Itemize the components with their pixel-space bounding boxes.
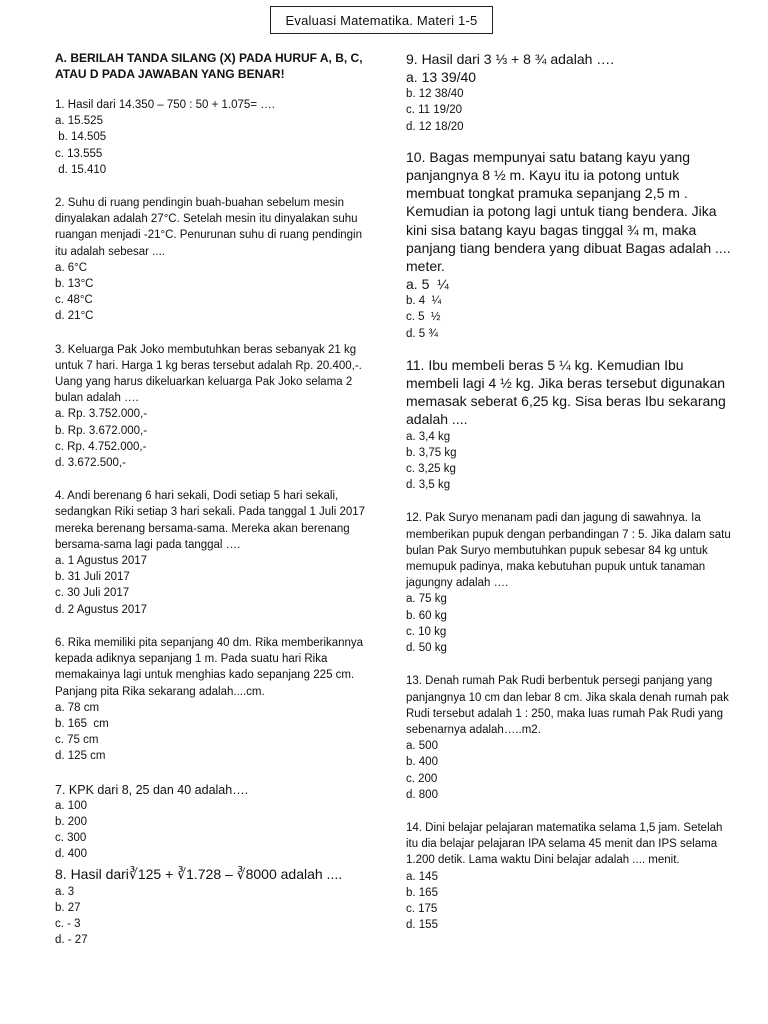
option-c[interactable]: c. 11 19/20 xyxy=(406,104,463,117)
question-stem: 1. Hasil dari 14.350 – 750 : 50 + 1.075= …. xyxy=(55,99,275,111)
question-stem: 14. Dini belajar pelajaran matematika selama 1,5 jam. Setelah itu dia belajar pelajaran IPA selama 45 menit dan IPS selama 1.200 detik. Lama waktu Dini belajar adalah .... menit. xyxy=(406,821,723,867)
option-d[interactable]: d. 3.672.500,- xyxy=(55,457,126,470)
question-11 xyxy=(406,356,736,494)
option-d[interactable]: d. 125 cm xyxy=(55,750,106,763)
question-2 xyxy=(55,195,375,325)
question-9 xyxy=(406,50,736,135)
question-stem: 2. Suhu di ruang pendingin buah-buahan sebelum mesin dinyalakan adalah 27°C. Setelah mesin itu dinyalakan suhu ruangan menjadi -21°C. Penurunan suhu di ruang pendingin itu adalah sebesar .... xyxy=(55,197,363,258)
option-a[interactable]: a. 13 39/40 xyxy=(406,69,477,86)
option-b[interactable]: b. 165 xyxy=(406,886,438,899)
option-b[interactable]: b. 200 xyxy=(55,815,87,828)
option-b[interactable]: b. 27 xyxy=(55,901,81,914)
option-c[interactable]: c. 75 cm xyxy=(55,734,99,747)
option-c[interactable]: c. 5 ½ xyxy=(406,311,441,324)
option-c[interactable]: c. 13.555 xyxy=(55,147,103,160)
option-a[interactable]: a. 78 cm xyxy=(55,701,100,714)
option-c[interactable]: c. 200 xyxy=(406,772,438,785)
question-3 xyxy=(55,342,375,472)
question-stem: 13. Denah rumah Pak Rudi berbentuk persegi panjang yang panjangnya 10 cm dan lebar 8 cm. Jika skala denah rumah pak Rudi tersebut adalah 1 : 250, maka luas rumah Pak Rudi yang sebenarnya adalah…..m2. xyxy=(406,675,729,736)
question-stem: 10. Bagas mempunyai satu batang kayu yang panjangnya 8 ½ m. Kayu itu ia potong untuk membuat tongkat pramuka sepanjang 2,5 m . Kemudian ia potong lagi untuk tiang bendera. Jika kini sisa batang kayu bagas tinggal ¾ m, maka panjang tiang bendera yang dibuat Bagas adalah .... meter. xyxy=(406,148,731,275)
option-a[interactable]: a. 145 xyxy=(406,870,438,883)
question-stem: 7. KPK dari 8, 25 dan 40 adalah…. xyxy=(55,782,249,797)
question-stem: 3. Keluarga Pak Joko membutuhkan beras sebanyak 21 kg untuk 7 hari. Harga 1 kg beras tersebut adalah Rp. 20.400,-. Uang yang harus dikeluarkan keluarga Pak Joko selama 2 bulan adalah …. xyxy=(55,343,362,405)
question-14 xyxy=(406,820,736,933)
option-b[interactable]: b. 13°C xyxy=(55,278,94,291)
option-d[interactable]: d. 12 18/20 xyxy=(406,120,464,133)
option-a[interactable]: a. 6°C xyxy=(55,261,88,274)
right-column xyxy=(406,50,736,933)
option-b[interactable]: b. 14.505 xyxy=(55,131,107,144)
option-c[interactable]: c. 3,25 kg xyxy=(406,463,456,476)
option-b[interactable]: b. 400 xyxy=(406,756,438,769)
option-a[interactable]: a. 100 xyxy=(55,799,87,812)
option-b[interactable]: b. Rp. 3.672.000,- xyxy=(55,424,148,437)
option-c[interactable]: c. 175 xyxy=(406,902,438,915)
option-a[interactable]: a. 1 Agustus 2017 xyxy=(55,555,148,568)
option-a[interactable]: a. 3,4 kg xyxy=(406,430,451,443)
question-10 xyxy=(406,148,736,342)
question-stem: 6. Rika memiliki pita sepanjang 40 dm. Rika memberikannya kepada adiknya sepanjang 1 m. Pada suatu hari Rika memakainya lagi untuk menghias kado sepanjang 225 cm. Panjang pita Rika sekarang adalah....cm. xyxy=(55,636,364,698)
option-d[interactable]: d. 50 kg xyxy=(406,642,447,655)
option-a[interactable]: a. Rp. 3.752.000,- xyxy=(55,408,148,421)
question-stem: 11. Ibu membeli beras 5 ¼ kg. Kemudian Ibu membeli lagi 4 ½ kg. Jika beras tersebut digunakan memasak seberat 6,25 kg. Sisa beras Ibu sekarang adalah .... xyxy=(406,356,726,428)
option-d[interactable]: d. 155 xyxy=(406,919,438,932)
left-column xyxy=(55,50,375,948)
option-b[interactable]: b. 31 Juli 2017 xyxy=(55,571,130,584)
option-d[interactable]: d. 5 ¾ xyxy=(406,327,438,340)
option-a[interactable]: a. 3 xyxy=(55,885,75,898)
option-b[interactable]: b. 60 kg xyxy=(406,609,447,622)
instruction: A. BERILAH TANDA SILANG (X) PADA HURUF A, B, C, ATAU D PADA JAWABAN YANG BENAR! xyxy=(55,51,363,81)
document-title: Evaluasi Matematika. Materi 1-5 xyxy=(270,6,493,34)
question-4 xyxy=(55,488,375,618)
option-c[interactable]: c. 10 kg xyxy=(406,625,447,638)
option-b[interactable]: b. 4 ¼ xyxy=(406,295,442,308)
option-c[interactable]: c. 48°C xyxy=(55,294,93,307)
option-b[interactable]: b. 165 cm xyxy=(55,717,109,730)
option-c[interactable]: c. 300 xyxy=(55,832,87,845)
option-d[interactable]: d. 400 xyxy=(55,848,87,861)
option-a[interactable]: a. 5 ¼ xyxy=(406,276,449,293)
option-c[interactable]: c. - 3 xyxy=(55,917,81,930)
option-c[interactable]: c. Rp. 4.752.000,- xyxy=(55,440,147,453)
question-13 xyxy=(406,673,736,803)
question-8 xyxy=(55,865,375,949)
question-12 xyxy=(406,510,736,656)
option-d[interactable]: d. 15.410 xyxy=(55,163,107,176)
question-stem: 12. Pak Suryo menanam padi dan jagung di sawahnya. Ia memberikan pupuk dengan perbandingan 7 : 5. Jika dalam satu bulan Pak Suryo membutuhkan pupuk sebesar 84 kg untuk memupuk padinya, maka kebutuhan pupuk untuk tanaman jagungny adalah …. xyxy=(406,512,731,590)
option-d[interactable]: d. - 27 xyxy=(55,934,88,947)
question-6 xyxy=(55,635,375,765)
option-b[interactable]: b. 3,75 kg xyxy=(406,446,457,459)
option-d[interactable]: d. 3,5 kg xyxy=(406,479,451,492)
option-a[interactable]: a. 75 kg xyxy=(406,593,447,606)
question-stem: 4. Andi berenang 6 hari sekali, Dodi setiap 5 hari sekali, sedangkan Riki setiap 3 hari sekali. Pada tanggal 1 Juli 2017 mereka berenang bersama-sama. Mereka akan berenang bersama-sama lagi pada tanggal …. xyxy=(55,490,366,551)
question-7 xyxy=(55,782,375,863)
question-stem: 9. Hasil dari 3 ⅓ + 8 ¾ adalah …. xyxy=(406,51,615,67)
option-d[interactable]: d. 2 Agustus 2017 xyxy=(55,603,148,616)
option-a[interactable]: a. 500 xyxy=(406,740,438,753)
question-1 xyxy=(55,97,375,178)
option-a[interactable]: a. 15.525 xyxy=(55,115,103,128)
question-stem: 8. Hasil dari∛125 + ∛1.728 – ∛8000 adalah .... xyxy=(55,865,343,882)
option-b[interactable]: b. 12 38/40 xyxy=(406,88,464,101)
option-c[interactable]: c. 30 Juli 2017 xyxy=(55,587,130,600)
option-d[interactable]: d. 21°C xyxy=(55,310,94,323)
option-d[interactable]: d. 800 xyxy=(406,788,438,801)
